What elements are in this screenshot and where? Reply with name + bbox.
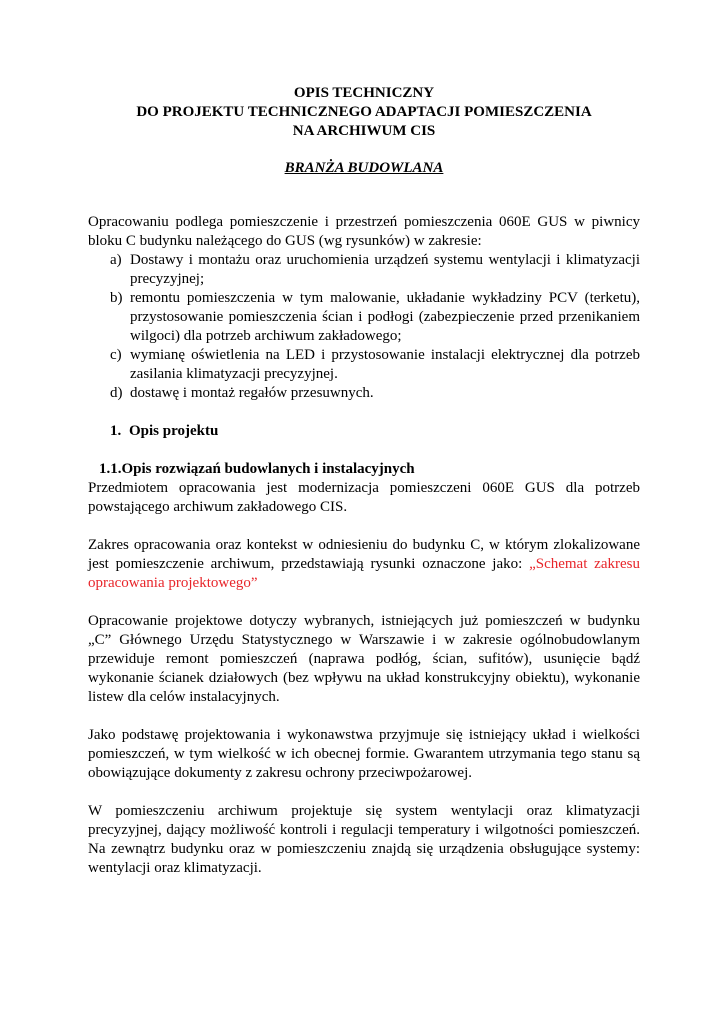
scope-item bbox=[88, 289, 640, 346]
scope-item-text: remontu pomieszczenia w tym malowanie, układanie wykładziny PCV (terketu), przystosowanie pomieszczenia ścian i podłogi (zabezpieczenie przed przenikaniem wilgoci) dla potrzeb archiwum zakładowego; bbox=[130, 290, 640, 344]
paragraph-subject: Przedmiotem opracowania jest modernizacja pomieszczeni 060E GUS dla potrzeb powstającego archiwum zakładowego CIS. bbox=[88, 480, 640, 515]
subsection-heading-1-1: 1.1.Opis rozwiązań budowlanych i instalacyjnych bbox=[99, 461, 415, 477]
scope-item-text: dostawę i montaż regałów przesuwnych. bbox=[130, 385, 374, 401]
scope-item-marker: b) bbox=[110, 290, 123, 306]
doc-title-line-1: OPIS TECHNICZNY bbox=[293, 85, 435, 101]
paragraph-design-basis: Jako podstawę projektowania i wykonawstwa przyjmuje się istniejący układ i wielkości pomieszczeń, w tym wielkość w ich obecnej formie. Gwarantem utrzymania tego stanu są obowiązujące dokumenty z zakresu ochrony przeciwpożarowej. bbox=[88, 727, 640, 781]
section-number: 1. bbox=[110, 423, 122, 439]
paragraph-scope-text: Zakres opracowania oraz kontekst w odniesieniu do budynku C, w którym zlokalizowane jest pomieszczenie archiwum, przedstawiają rysunki oznaczone jako: bbox=[88, 537, 640, 572]
branch-title: BRANŻA BUDOWLANA bbox=[284, 160, 444, 176]
scope-item-text: wymianę oświetlenia na LED i przystosowanie instalacji elektrycznej dla potrzeb zasilania klimatyzacji precyzyjnej. bbox=[130, 347, 640, 382]
doc-title-line-2: DO PROJEKTU TECHNICZNEGO ADAPTACJI POMIESZCZENIA bbox=[136, 104, 592, 120]
scope-item bbox=[88, 251, 640, 289]
paragraph-scope-context bbox=[88, 536, 640, 593]
paragraph-design-scope: Opracowanie projektowe dotyczy wybranych, istniejących już pomieszczeń w budynku „C” Głównego Urzędu Statystycznego w Warszawie i w zakresie ogólnobudowlanym przewiduje remont pomieszczeń (naprawa podłóg, ścian, sufitów), usunięcie bądź wykonanie ścianek działowych (bez wpływu na układ konstrukcyjny obiektu), wykonanie listew dla celów instalacyjnych. bbox=[88, 613, 640, 705]
scope-item-marker: c) bbox=[110, 347, 122, 363]
drawing-reference-highlight: „Schemat zakresu opracowania projektowego” bbox=[88, 556, 640, 591]
scope-list bbox=[88, 251, 640, 403]
intro-paragraph: Opracowaniu podlega pomieszczenie i przestrzeń pomieszczenia 060E GUS w piwnicy bloku C budynku należącego do GUS (wg rysunków) w zakresie: bbox=[88, 214, 640, 249]
section-heading-1 bbox=[88, 422, 640, 441]
scope-item-marker: a) bbox=[110, 252, 122, 268]
paragraph-hvac-system: W pomieszczeniu archiwum projektuje się system wentylacji oraz klimatyzacji precyzyjnej, dający możliwość kontroli i regulacji temperatury i wilgotności pomieszczeń. Na zewnątrz budynku oraz w pomieszczeniu znajdą się urządzenia obsługujące systemy: wentylacji oraz klimatyzacji. bbox=[88, 803, 640, 876]
scope-item-text: Dostawy i montażu oraz uruchomienia urządzeń systemu wentylacji i klimatyzacji precyzyjnej; bbox=[130, 252, 640, 287]
section-title: Opis projektu bbox=[129, 423, 219, 439]
document-page bbox=[88, 84, 640, 878]
scope-item bbox=[88, 346, 640, 384]
scope-item bbox=[88, 384, 640, 403]
scope-item-marker: d) bbox=[110, 385, 123, 401]
doc-title-line-3: NA ARCHIWUM CIS bbox=[292, 123, 436, 139]
